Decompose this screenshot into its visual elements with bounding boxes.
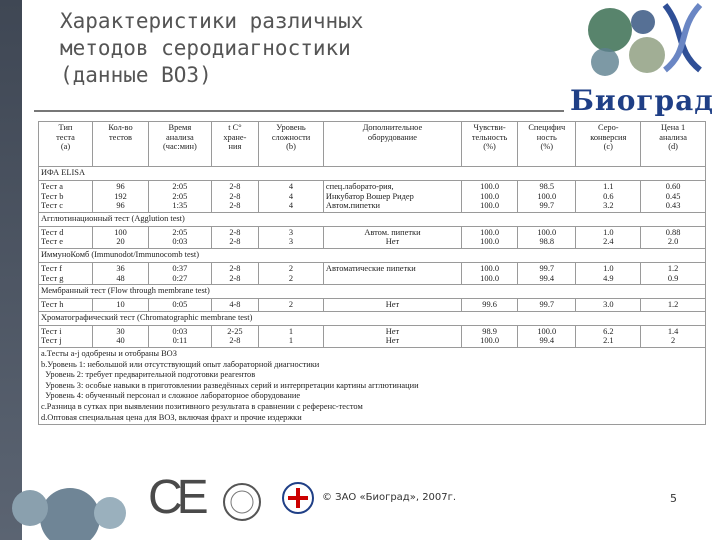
- section-title-agglutination: Агглютинационный тест (Agglution test): [39, 212, 706, 226]
- footnote: Уровень 2: требует предварительной подготовки реагентов: [41, 370, 256, 380]
- cell-equipment: Нет: [323, 299, 461, 312]
- footnote: b.Уровень 1: небольшой или отсутствующий опыт лабораторной диагностики: [41, 359, 320, 369]
- cell-analysis-time: 0:03 0:11: [149, 325, 212, 347]
- certification-seal-icon: [222, 478, 262, 528]
- ce-mark-icon: CE: [148, 471, 203, 524]
- header-seroconversion: Серо- конверсия (c): [576, 122, 641, 167]
- cell-complexity: 4 4 4: [259, 181, 324, 213]
- header-storage-temp: t C° хране- ния: [211, 122, 258, 167]
- cell-test-type: Тест h: [39, 299, 93, 312]
- title-underline: [34, 110, 564, 112]
- cell-seroconversion: 3.0: [576, 299, 641, 312]
- copyright-text: © ЗАО «Биоград», 2007г.: [322, 492, 457, 503]
- cell-seroconversion: 1.0 2.4: [576, 226, 641, 248]
- footnote: Уровень 4: обученный персонал и сложное лабораторное оборудование: [41, 391, 301, 401]
- footnote: d.Оптовая специальная цена для ВОЗ, включая фрахт и прочие издержки: [41, 412, 302, 422]
- section-title-chromatographic: Хроматографический тест (Chromatographic membrane test): [39, 311, 706, 325]
- section-title-membrane: Мембранный тест (Flow through membrane test): [39, 285, 706, 299]
- cell-test-type: Тест f Тест g: [39, 262, 93, 284]
- cell-seroconversion: 6.2 2.1: [576, 325, 641, 347]
- header-complexity: Уровень сложности (b): [259, 122, 324, 167]
- cell-sensitivity: 100.0 100.0: [462, 226, 518, 248]
- cell-complexity: 2 2: [259, 262, 324, 284]
- cell-storage-temp: 2-8 2-8 2-8: [211, 181, 258, 213]
- cell-equipment: спец.лаборато-рия, Инкубатор Вошер Ридер Автом.пипетки: [323, 181, 461, 213]
- table-header-row: [39, 122, 706, 167]
- cell-specificity: 99.7: [518, 299, 576, 312]
- footnote: Уровень 3: особые навыки в приготовлении разведённых серий и интерпретации картины агглютинации: [41, 380, 419, 390]
- logo-text: Биоград: [570, 84, 714, 117]
- footnote: a.Тесты a-j одобрены и отобраны ВОЗ: [41, 348, 177, 358]
- cell-specificity: 100.0 99.4: [518, 325, 576, 347]
- table-row: [39, 181, 706, 213]
- cell-analysis-time: 2:05 2:05 1:35: [149, 181, 212, 213]
- cell-price: 1.2: [641, 299, 706, 312]
- header-price: Цена 1 анализа (d): [641, 122, 706, 167]
- cell-price: 1.4 2: [641, 325, 706, 347]
- cell-sensitivity: 100.0 100.0 100.0: [462, 181, 518, 213]
- cell-equipment: Автом. пипетки Нет: [323, 226, 461, 248]
- table-row: [39, 325, 706, 347]
- cell-storage-temp: 4-8: [211, 299, 258, 312]
- table-row: [39, 262, 706, 284]
- cell-sensitivity: 100.0 100.0: [462, 262, 518, 284]
- cell-storage-temp: 2-25 2-8: [211, 325, 258, 347]
- cell-test-count: 30 40: [92, 325, 148, 347]
- cell-sensitivity: 99.6: [462, 299, 518, 312]
- cell-price: 1.2 0.9: [641, 262, 706, 284]
- cell-seroconversion: 1.1 0.6 3.2: [576, 181, 641, 213]
- cell-test-count: 36 48: [92, 262, 148, 284]
- cell-test-count: 100 20: [92, 226, 148, 248]
- cell-test-count: 96 192 96: [92, 181, 148, 213]
- virus-illustration-icon: [0, 468, 140, 540]
- header-analysis-time: Время анализа (час:мин): [149, 122, 212, 167]
- cell-sensitivity: 98.9 100.0: [462, 325, 518, 347]
- page-number: 5: [670, 492, 677, 505]
- cell-test-type: Тест d Тест e: [39, 226, 93, 248]
- cell-price: 0.88 2.0: [641, 226, 706, 248]
- left-decorative-bar: [0, 0, 22, 540]
- cell-specificity: 100.0 98.8: [518, 226, 576, 248]
- header-equipment: Дополнительное оборудование: [323, 122, 461, 167]
- cell-storage-temp: 2-8 2-8: [211, 226, 258, 248]
- table-footnotes: [39, 347, 706, 424]
- slide-title: Характеристики различных методов серодиагностики (данные ВОЗ): [60, 9, 364, 87]
- table-row: [39, 299, 706, 312]
- table-row: [39, 226, 706, 248]
- section-title-elisa: ИФА ELISA: [39, 167, 706, 181]
- cell-complexity: 2: [259, 299, 324, 312]
- cell-test-type: Тест a Тест b Тест c: [39, 181, 93, 213]
- cell-analysis-time: 0:05: [149, 299, 212, 312]
- health-program-logo-icon: [278, 478, 318, 528]
- cell-equipment: Нет Нет: [323, 325, 461, 347]
- footnote: c.Разница в сутках при выявлении позитивного результата в сравнении с референс-тестом: [41, 401, 363, 411]
- cell-analysis-time: 2:05 0:03: [149, 226, 212, 248]
- header-sensitivity: Чувстви- тельность (%): [462, 122, 518, 167]
- cell-complexity: 1 1: [259, 325, 324, 347]
- section-title-immunocomb: ИммуноКомб (Immunodot/Immunocomb test): [39, 248, 706, 262]
- header-test-count: Кол-во тестов: [92, 122, 148, 167]
- cell-storage-temp: 2-8 2-8: [211, 262, 258, 284]
- cell-equipment: Автоматические пипетки: [323, 262, 461, 284]
- cell-specificity: 98.5 100.0 99.7: [518, 181, 576, 213]
- serodiagnostics-table: [38, 121, 706, 425]
- cell-price: 0.60 0.45 0.43: [641, 181, 706, 213]
- cell-complexity: 3 3: [259, 226, 324, 248]
- cell-test-type: Тест i Тест j: [39, 325, 93, 347]
- header-test-type: Тип теста (a): [39, 122, 93, 167]
- cell-test-count: 10: [92, 299, 148, 312]
- cell-analysis-time: 0:37 0:27: [149, 262, 212, 284]
- cell-specificity: 99.7 99.4: [518, 262, 576, 284]
- header-specificity: Специфич ность (%): [518, 122, 576, 167]
- cell-seroconversion: 1.0 4.9: [576, 262, 641, 284]
